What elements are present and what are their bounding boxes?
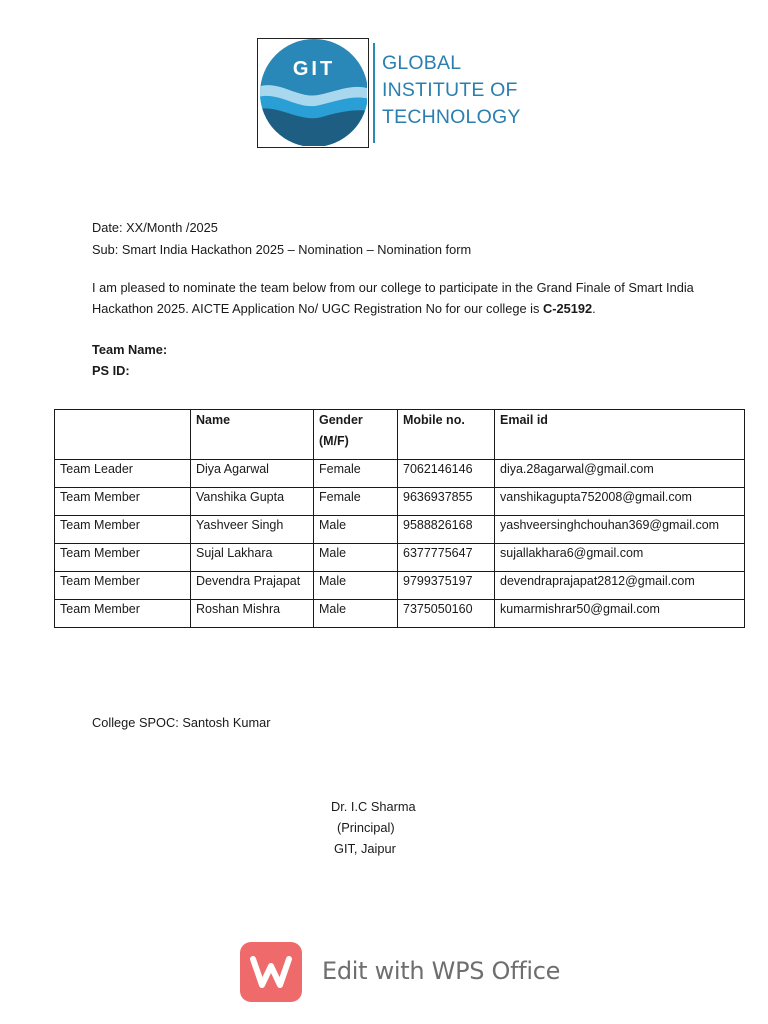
letter-body-line2-text: Hackathon 2025. AICTE Application No/ UGC Registration No for our college is	[92, 301, 543, 316]
row-role: Team Member	[55, 572, 191, 600]
row-name: Roshan Mishra	[191, 600, 314, 628]
signatory-name: Dr. I.C Sharma	[331, 799, 416, 814]
table-row	[55, 460, 745, 488]
college-spoc: College SPOC: Santosh Kumar	[92, 715, 271, 730]
table-header-email: Email id	[495, 410, 745, 460]
row-gender: Male	[314, 544, 398, 572]
logo-divider	[373, 43, 375, 143]
row-gender: Male	[314, 572, 398, 600]
institute-name-line1: GLOBAL	[382, 52, 462, 74]
table-row	[55, 488, 745, 516]
institute-name-line2: INSTITUTE OF	[382, 79, 518, 101]
logo-badge-text: GIT	[292, 58, 336, 80]
table-header-role	[55, 410, 191, 460]
row-role: Team Member	[55, 600, 191, 628]
row-gender: Female	[314, 488, 398, 516]
team-table	[54, 409, 745, 628]
edit-with-wps-button[interactable]	[240, 942, 561, 1002]
signatory-org: GIT, Jaipur	[334, 841, 396, 856]
letter-date: Date: XX/Month /2025	[92, 220, 218, 235]
table-row	[55, 516, 745, 544]
institute-name-line3: TECHNOLOGY	[382, 106, 521, 128]
table-header-gender-line2: (M/F)	[319, 434, 349, 448]
row-email: diya.28agarwal@gmail.com	[495, 460, 745, 488]
letter-body-line1: I am pleased to nominate the team below from our college to participate in the Grand Finale of Smart India	[92, 280, 694, 295]
application-number: C-25192	[542, 301, 593, 316]
ps-id-label: PS ID:	[92, 363, 130, 378]
row-role: Team Member	[55, 516, 191, 544]
row-mobile: 9588826168	[398, 516, 495, 544]
table-row	[55, 544, 745, 572]
signatory-title: (Principal)	[337, 820, 395, 835]
row-email: devendraprajapat2812@gmail.com	[495, 572, 745, 600]
row-role: Team Member	[55, 488, 191, 516]
row-name: Diya Agarwal	[191, 460, 314, 488]
institute-logo	[257, 38, 369, 148]
row-mobile: 6377775647	[398, 544, 495, 572]
row-name: Vanshika Gupta	[191, 488, 314, 516]
row-name: Devendra Prajapat	[191, 572, 314, 600]
wps-label: Edit with WPS Office	[322, 957, 561, 985]
letter-body-line2	[92, 298, 732, 319]
row-email: sujallakhara6@gmail.com	[495, 544, 745, 572]
institute-name	[382, 50, 521, 131]
row-mobile: 9636937855	[398, 488, 495, 516]
table-header-gender-line1: Gender	[319, 413, 363, 427]
table-header-gender	[314, 410, 398, 460]
row-mobile: 7375050160	[398, 600, 495, 628]
letter-body	[92, 277, 732, 319]
letter-body-line2-end: .	[592, 301, 596, 316]
table-row	[55, 572, 745, 600]
row-name: Yashveer Singh	[191, 516, 314, 544]
row-role: Team Leader	[55, 460, 191, 488]
row-gender: Female	[314, 460, 398, 488]
team-name-label: Team Name:	[92, 342, 168, 357]
row-gender: Male	[314, 600, 398, 628]
row-mobile: 9799375197	[398, 572, 495, 600]
row-name: Sujal Lakhara	[191, 544, 314, 572]
row-gender: Male	[314, 516, 398, 544]
table-header-mobile: Mobile no.	[398, 410, 495, 460]
row-email: yashveersinghchouhan369@gmail.com	[495, 516, 745, 544]
row-role: Team Member	[55, 544, 191, 572]
wps-logo-icon	[240, 942, 302, 1002]
git-logo-icon	[258, 39, 367, 146]
letter-subject: Sub: Smart India Hackathon 2025 – Nomination – Nomination form	[92, 242, 472, 257]
row-email: kumarmishrar50@gmail.com	[495, 600, 745, 628]
table-header-name: Name	[191, 410, 314, 460]
table-header-row	[55, 410, 745, 460]
table-row	[55, 600, 745, 628]
row-mobile: 7062146146	[398, 460, 495, 488]
row-email: vanshikagupta752008@gmail.com	[495, 488, 745, 516]
